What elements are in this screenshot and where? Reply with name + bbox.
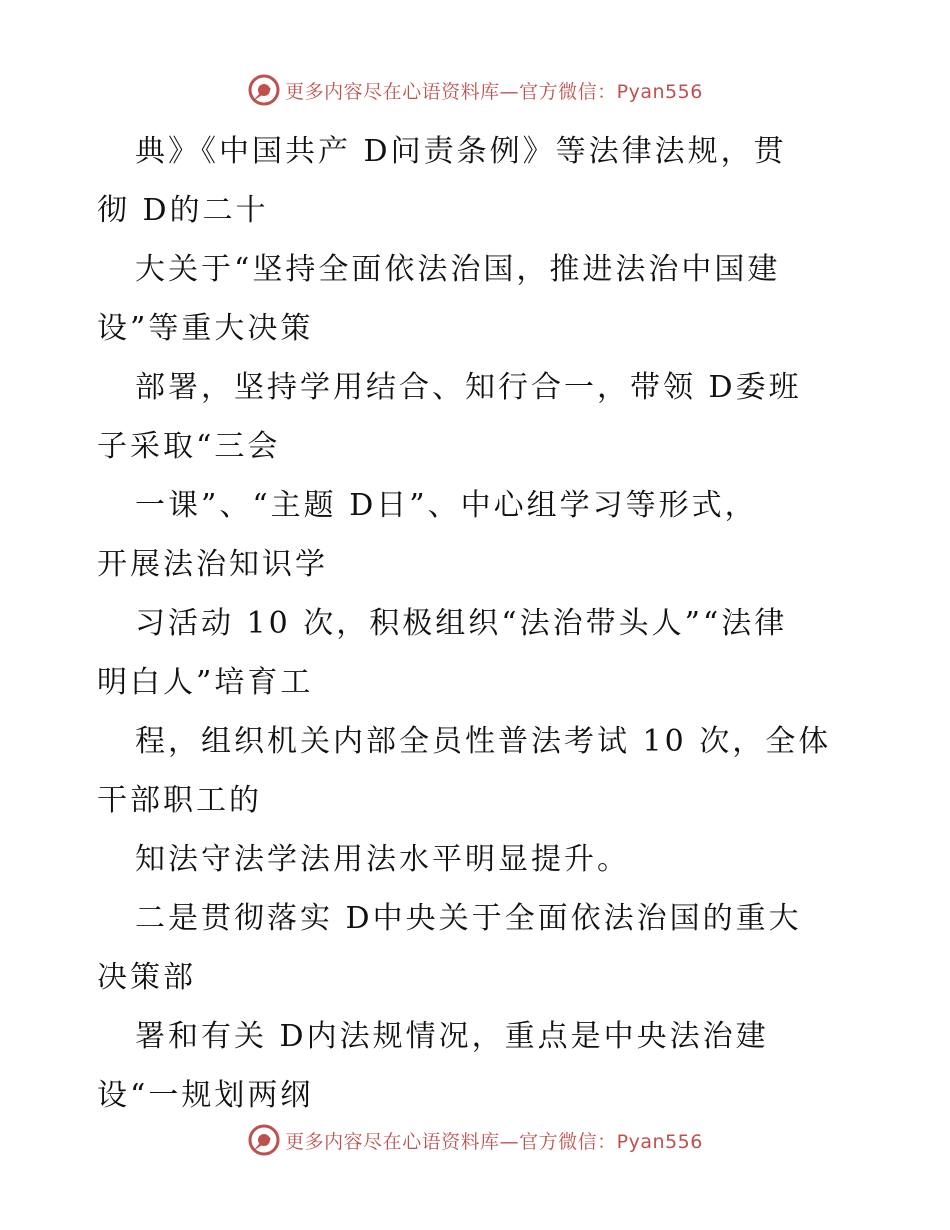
logo-icon [247, 1123, 281, 1157]
text-line: 二是贯彻落实 D中央关于全面依法治国的重大 [135, 901, 802, 936]
text-line: 子采取“三会 [97, 429, 281, 464]
text-line: 大关于“坚持全面依法治国，推进法治中国建 [135, 252, 781, 287]
text-line: 一课”、“主题 D日”、中心组学习等形式， [135, 488, 758, 523]
text-line: 开展法治知识学 [97, 547, 328, 582]
banner-text: 更多内容尽在心语资料库—官方微信：Pyan556 [285, 1130, 703, 1153]
header-banner [0, 70, 950, 110]
text-line: 知法守法学法用法水平明显提升。 [135, 842, 630, 877]
text-line: 决策部 [97, 960, 196, 995]
text-line: 署和有关 D内法规情况，重点是中央法治建 [135, 1019, 769, 1054]
document-body [97, 122, 877, 1125]
text-line: 设”等重大决策 [97, 311, 314, 346]
text-line: 习活动 10 次，积极组织“法治带头人”“法律 [135, 606, 788, 641]
footer-banner [0, 1120, 950, 1160]
text-line: 明白人”培育工 [97, 665, 314, 700]
text-line: 彻 D的二十 [97, 193, 269, 228]
text-line: 典》《中国共产 D问责条例》等法律法规，贯 [135, 134, 787, 169]
text-line: 设“一规划两纲 [97, 1078, 314, 1113]
text-line: 部署，坚持学用结合、知行合一，带领 D委班 [135, 370, 802, 405]
text-line: 干部职工的 [97, 783, 262, 818]
banner-text: 更多内容尽在心语资料库—官方微信：Pyan556 [285, 80, 703, 103]
text-line: 程，组织机关内部全员性普法考试 10 次，全体 [135, 724, 832, 759]
logo-icon [247, 73, 281, 107]
